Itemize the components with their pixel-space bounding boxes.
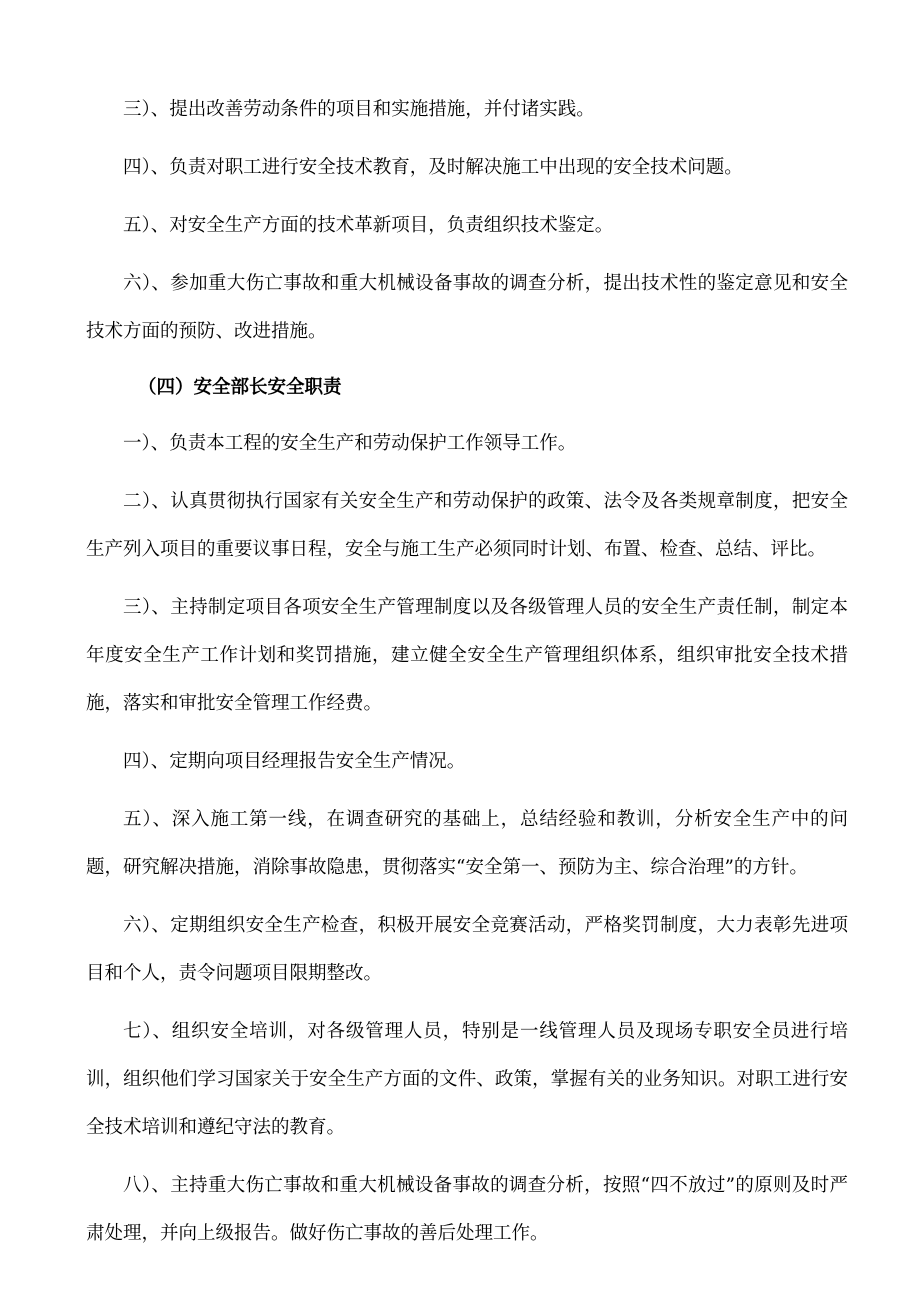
section-heading: （四）安全部长安全职责 [138, 377, 342, 398]
paragraph-tech-4: 四）、负责对职工进行安全技术教育，及时解决施工中出现的安全技术问题。 [123, 157, 743, 178]
paragraph-safety-2: 二）、认真贯彻执行国家有关安全生产和劳动保护的政策、法令及各类规章制度，把安全生产列入项目的重要议事日程，安全与施工生产必须同时计划、布置、检查、总结、评比。 [86, 491, 848, 560]
document-page [86, 86, 848, 1268]
paragraph-tech-5: 五）、对安全生产方面的技术革新项目，负责组织技术鉴定。 [123, 215, 614, 236]
paragraph-tech-6: 六）、参加重大伤亡事故和重大机械设备事故的调查分析，提出技术性的鉴定意见和安全技术方面的预防、改进措施。 [86, 273, 848, 342]
paragraph-safety-6: 六）、定期组织安全生产检查，积极开展安全竞赛活动，严格奖罚制度，大力表彰先进项目和个人，责令问题项目限期整改。 [86, 915, 848, 984]
paragraph-safety-4: 四）、定期向项目经理报告安全生产情况。 [123, 751, 466, 772]
paragraph-safety-3: 三）、主持制定项目各项安全生产管理制度以及各级管理人员的安全生产责任制，制定本年度安全生产工作计划和奖罚措施，建立健全安全生产管理组织体系，组织审批安全技术措施，落实和审批安全管理工作经费。 [86, 597, 848, 714]
paragraph-tech-3: 三）、提出改善劳动条件的项目和实施措施，并付诸实践。 [123, 99, 595, 120]
paragraph-safety-8: 八）、主持重大伤亡事故和重大机械设备事故的调查分析，按照“四不放过”的原则及时严肃处理，并向上级报告。做好伤亡事故的善后处理工作。 [86, 1175, 848, 1244]
paragraph-safety-5: 五）、深入施工第一线，在调查研究的基础上，总结经验和教训，分析安全生产中的问题，研究解决措施，消除事故隐患，贯彻落实“安全第一、预防为主、综合治理”的方针。 [86, 809, 848, 878]
paragraph-safety-7: 七）、组织安全培训，对各级管理人员，特别是一线管理人员及现场专职安全员进行培训，组织他们学习国家关于安全生产方面的文件、政策，掌握有关的业务知识。对职工进行安全技术培训和遵纪守法的教育。 [86, 1021, 848, 1138]
paragraph-safety-1: 一）、负责本工程的安全生产和劳动保护工作领导工作。 [123, 433, 577, 454]
